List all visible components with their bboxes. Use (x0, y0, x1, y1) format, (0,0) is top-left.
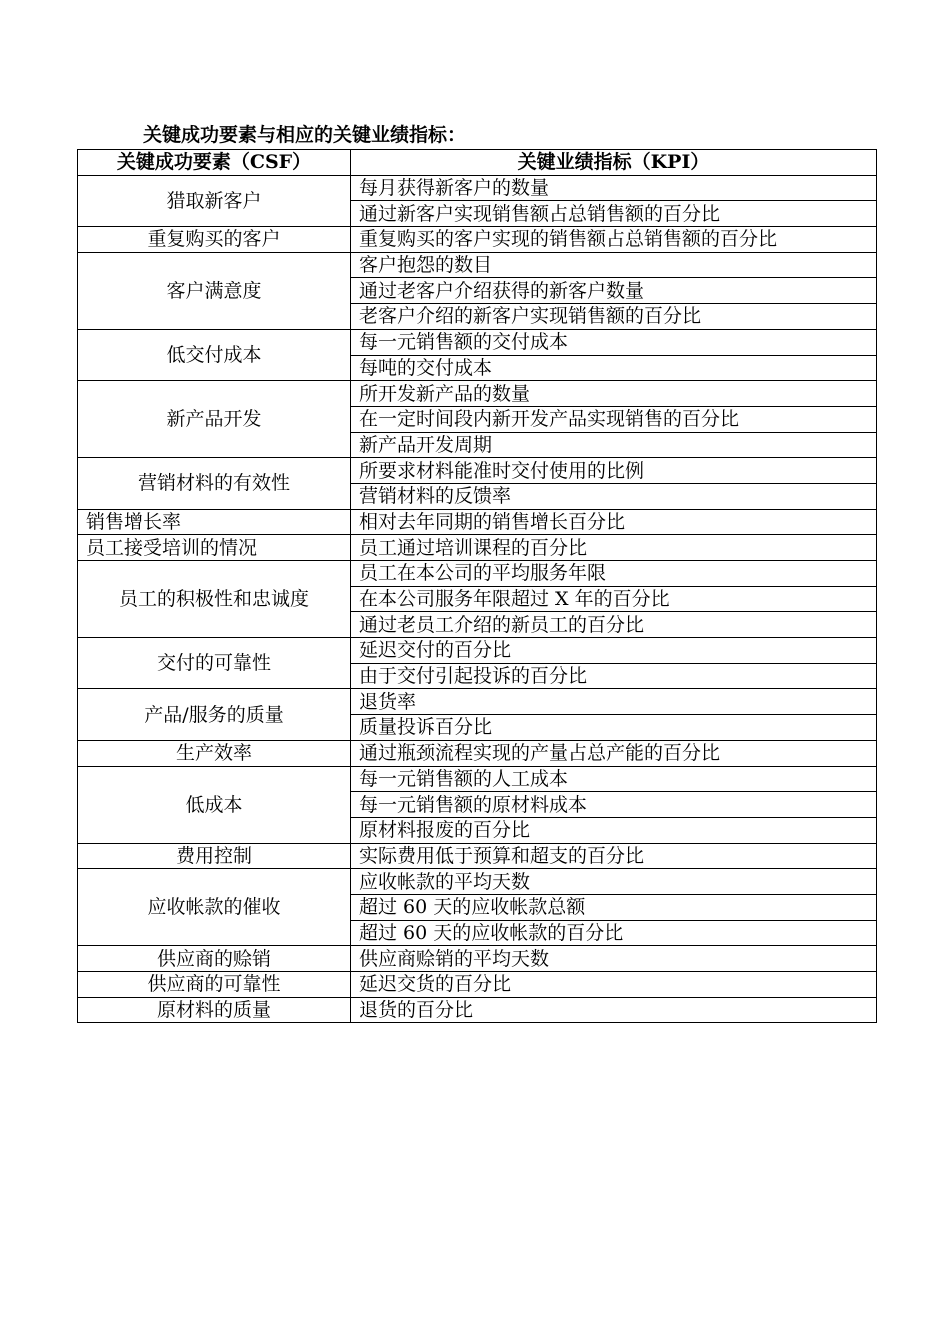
kpi-cell: 所要求材料能准时交付使用的比例 (351, 458, 877, 484)
table-body (78, 175, 877, 1023)
csf-cell: 交付的可靠性 (78, 638, 351, 689)
csf-cell: 员工的积极性和忠诚度 (78, 561, 351, 638)
kpi-cell: 退货率 (351, 689, 877, 715)
csf-cell: 产品/服务的质量 (78, 689, 351, 740)
kpi-cell: 每月获得新客户的数量 (351, 175, 877, 201)
kpi-cell: 供应商赊销的平均天数 (351, 946, 877, 972)
kpi-cell: 相对去年同期的销售增长百分比 (351, 509, 877, 535)
kpi-cell: 退货的百分比 (351, 997, 877, 1023)
csf-cell: 生产效率 (78, 740, 351, 766)
kpi-cell: 员工通过培训课程的百分比 (351, 535, 877, 561)
kpi-cell: 每一元销售额的交付成本 (351, 329, 877, 355)
table-row (78, 740, 877, 766)
kpi-cell: 超过 60 天的应收帐款总额 (351, 894, 877, 920)
kpi-cell: 每吨的交付成本 (351, 355, 877, 381)
kpi-cell: 重复购买的客户实现的销售额占总销售额的百分比 (351, 227, 877, 253)
csf-cell: 低成本 (78, 766, 351, 843)
csf-column-header: 关键成功要素（CSF） (78, 150, 351, 176)
kpi-cell: 实际费用低于预算和超支的百分比 (351, 843, 877, 869)
table-row (78, 175, 877, 201)
csf-cell: 供应商的可靠性 (78, 972, 351, 998)
table-row (78, 946, 877, 972)
table-row (78, 689, 877, 715)
kpi-cell: 延迟交货的百分比 (351, 972, 877, 998)
table-row (78, 997, 877, 1023)
kpi-cell: 老客户介绍的新客户实现销售额的百分比 (351, 304, 877, 330)
table-row (78, 535, 877, 561)
kpi-cell: 质量投诉百分比 (351, 715, 877, 741)
csf-cell: 原材料的质量 (78, 997, 351, 1023)
csf-cell: 猎取新客户 (78, 175, 351, 226)
kpi-cell: 每一元销售额的人工成本 (351, 766, 877, 792)
csf-cell: 重复购买的客户 (78, 227, 351, 253)
table-row (78, 381, 877, 407)
table-row (78, 766, 877, 792)
csf-cell: 供应商的赊销 (78, 946, 351, 972)
kpi-cell: 客户抱怨的数目 (351, 252, 877, 278)
csf-cell: 营销材料的有效性 (78, 458, 351, 509)
table-header-row (78, 150, 877, 176)
csf-cell: 客户满意度 (78, 252, 351, 329)
kpi-cell: 延迟交付的百分比 (351, 638, 877, 664)
kpi-cell: 应收帐款的平均天数 (351, 869, 877, 895)
kpi-cell: 员工在本公司的平均服务年限 (351, 561, 877, 587)
table-row (78, 843, 877, 869)
kpi-cell: 新产品开发周期 (351, 432, 877, 458)
csf-cell: 销售增长率 (78, 509, 351, 535)
table-row (78, 972, 877, 998)
table-row (78, 329, 877, 355)
kpi-cell: 通过瓶颈流程实现的产量占总产能的百分比 (351, 740, 877, 766)
table-row (78, 252, 877, 278)
kpi-cell: 营销材料的反馈率 (351, 483, 877, 509)
csf-kpi-table (77, 149, 877, 1023)
kpi-cell: 超过 60 天的应收帐款的百分比 (351, 920, 877, 946)
csf-cell: 低交付成本 (78, 329, 351, 380)
kpi-cell: 在本公司服务年限超过 X 年的百分比 (351, 586, 877, 612)
table-row (78, 509, 877, 535)
kpi-cell: 通过老员工介绍的新员工的百分比 (351, 612, 877, 638)
kpi-cell: 原材料报废的百分比 (351, 817, 877, 843)
kpi-cell: 通过新客户实现销售额占总销售额的百分比 (351, 201, 877, 227)
kpi-cell: 每一元销售额的原材料成本 (351, 792, 877, 818)
table-row (78, 458, 877, 484)
kpi-cell: 由于交付引起投诉的百分比 (351, 663, 877, 689)
kpi-cell: 通过老客户介绍获得的新客户数量 (351, 278, 877, 304)
kpi-cell: 在一定时间段内新开发产品实现销售的百分比 (351, 406, 877, 432)
csf-cell: 应收帐款的催收 (78, 869, 351, 946)
table-row (78, 869, 877, 895)
table-row (78, 227, 877, 253)
csf-cell: 员工接受培训的情况 (78, 535, 351, 561)
csf-cell: 费用控制 (78, 843, 351, 869)
table-row (78, 561, 877, 587)
csf-cell: 新产品开发 (78, 381, 351, 458)
document-title: 关键成功要素与相应的关键业绩指标： (143, 124, 467, 146)
kpi-column-header: 关键业绩指标（KPI） (351, 150, 877, 176)
table-row (78, 638, 877, 664)
kpi-cell: 所开发新产品的数量 (351, 381, 877, 407)
